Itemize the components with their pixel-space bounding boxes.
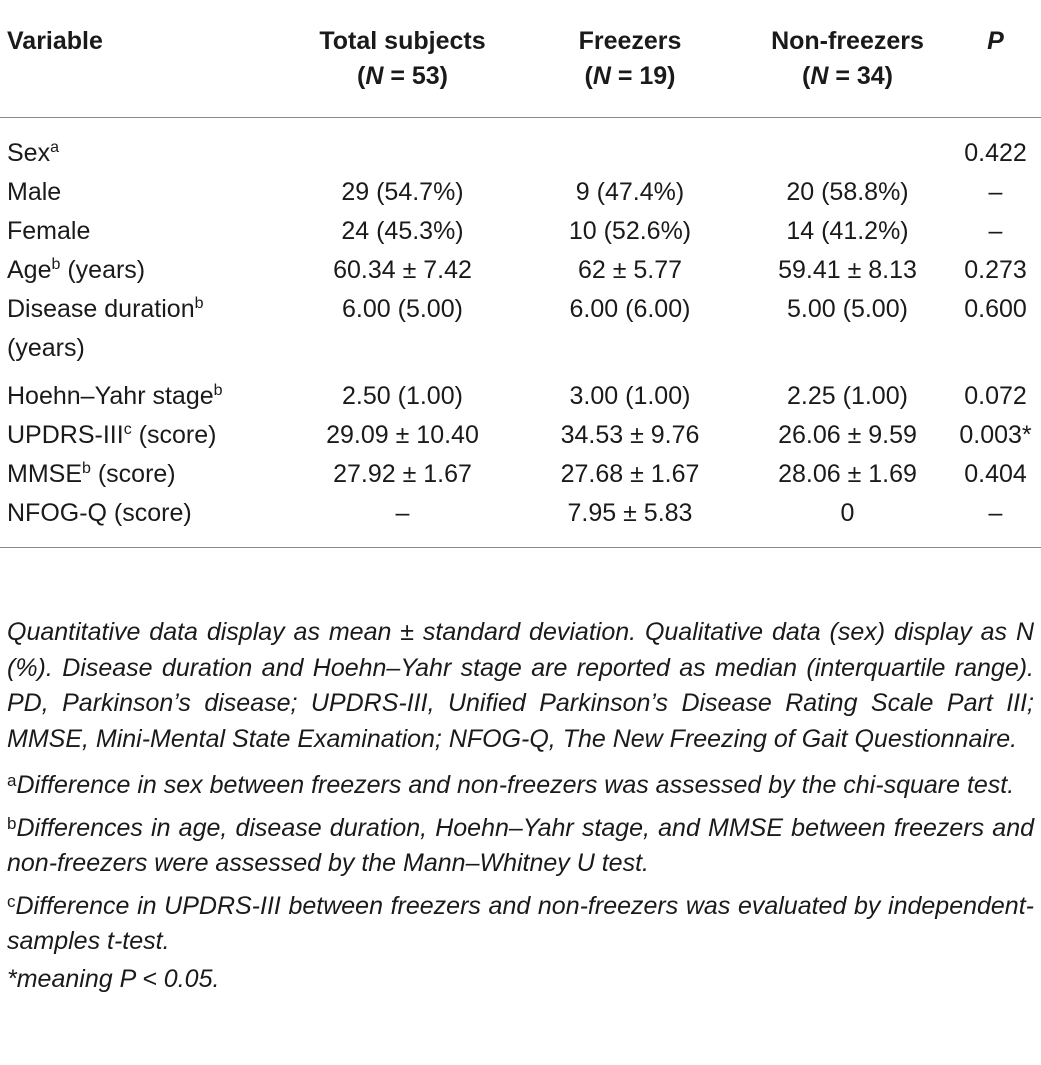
cell-non-freezers: 59.41 ± 8.13	[778, 255, 917, 284]
cell-non-freezers: 28.06 ± 1.69	[778, 459, 917, 488]
cell-freezers: 34.53 ± 9.76	[560, 420, 700, 449]
cell-non-freezers: 14 (41.2%)	[786, 216, 909, 245]
footnote-a: $^a$Difference in sex between freezers and non-freezers was assessed by the chi-square test.	[7, 771, 1015, 799]
cell-total: 24 (45.3%)	[341, 216, 464, 245]
row-label: Female	[7, 216, 91, 245]
table-row	[0, 377, 1041, 416]
row-label: Male	[7, 177, 62, 206]
cell-total: 6.00 (5.00)	[342, 294, 463, 323]
table-row	[0, 251, 1041, 290]
cell-non-freezers: 2.25 (1.00)	[787, 381, 908, 410]
footnote-significance: *meaning P < 0.05.	[7, 964, 220, 993]
table-header-row	[0, 0, 1041, 117]
table-row	[0, 455, 1041, 494]
row-label: NFOG-Q (score)	[0, 494, 290, 548]
cell-non-freezers: 20 (58.8%)	[786, 177, 909, 206]
cell-freezers: 9 (47.4%)	[575, 177, 685, 206]
cell-freezers: 6.00 (6.00)	[569, 294, 691, 323]
cell-non-freezers: 0	[745, 494, 950, 548]
row-label: Disease duration$^b$ (years)	[7, 294, 204, 362]
cell-non-freezers	[745, 117, 950, 173]
cell-total: 2.50 (1.00)	[342, 381, 463, 410]
header-non-freezers: Non-freezers (N = 34)	[745, 0, 950, 117]
cell-non-freezers: 26.06 ± 9.59	[778, 420, 917, 449]
cell-p: –	[988, 177, 1003, 206]
cell-freezers: 3.00 (1.00)	[569, 381, 691, 410]
footnote-b: $^b$Differences in age, disease duration, Hoehn–Yahr stage, and MMSE between freezers and non-freezers were assessed by the Mann–Whitney U test.	[7, 813, 1034, 877]
row-label: Age$^b$ (years)	[7, 255, 146, 284]
cell-total: 29.09 ± 10.40	[326, 420, 479, 449]
table-row	[0, 117, 1041, 173]
row-label: Sex$^a$	[7, 138, 59, 167]
cell-p: –	[988, 216, 1003, 245]
row-label: Hoehn–Yahr stage$^b$	[7, 381, 223, 410]
cell-p: 0.600	[964, 294, 1027, 323]
cell-total	[290, 117, 515, 173]
header-freezers: Freezers (N = 19)	[515, 0, 745, 117]
cell-p: 0.422	[964, 138, 1027, 167]
cell-freezers: 62 ± 5.77	[577, 255, 683, 284]
cell-total: 29 (54.7%)	[341, 177, 464, 206]
cell-freezers: 7.95 ± 5.83	[515, 494, 745, 548]
footnote-c: $^c$Difference in UPDRS-III between freezers and non-freezers was evaluated by independent-samples t-test.	[7, 891, 1034, 955]
cell-total: 60.34 ± 7.42	[333, 255, 472, 284]
cell-total: 27.92 ± 1.67	[333, 459, 472, 488]
header-variable: Variable	[0, 0, 290, 117]
header-total: Total subjects (N = 53)	[290, 0, 515, 117]
table-row	[0, 212, 1041, 251]
cell-total: –	[290, 494, 515, 548]
table-row	[0, 173, 1041, 212]
row-label: UPDRS-III$^c$ (score)	[7, 420, 217, 449]
footnote-main: Quantitative data display as mean ± standard deviation. Qualitative data (sex) display as N (%). Disease duration and Hoehn–Yahr stage are reported as median (interquartile range). PD, Parkinson’s disease; UPDRS-III, Unified Parkinson’s Disease Rating Scale Part III; MMSE, Mini-Mental State Examination; NFOG-Q, The New Freezing of Gait Questionnaire.	[7, 618, 1034, 753]
table-footnotes	[7, 615, 1034, 1003]
table-row	[0, 416, 1041, 455]
cell-p: 0.273	[964, 255, 1027, 284]
cell-p: 0.072	[964, 381, 1027, 410]
cell-p: 0.003*	[959, 420, 1032, 449]
cell-p: 0.404	[964, 459, 1027, 488]
cell-freezers: 27.68 ± 1.67	[560, 459, 700, 488]
cell-freezers: 10 (52.6%)	[568, 216, 692, 245]
cell-p: –	[950, 494, 1041, 548]
cell-non-freezers: 5.00 (5.00)	[787, 294, 908, 323]
table-row	[0, 290, 1041, 377]
header-p: P	[950, 0, 1041, 117]
cell-freezers	[515, 117, 745, 173]
table-row	[0, 494, 1041, 548]
row-label: MMSE$^b$ (score)	[7, 459, 176, 488]
